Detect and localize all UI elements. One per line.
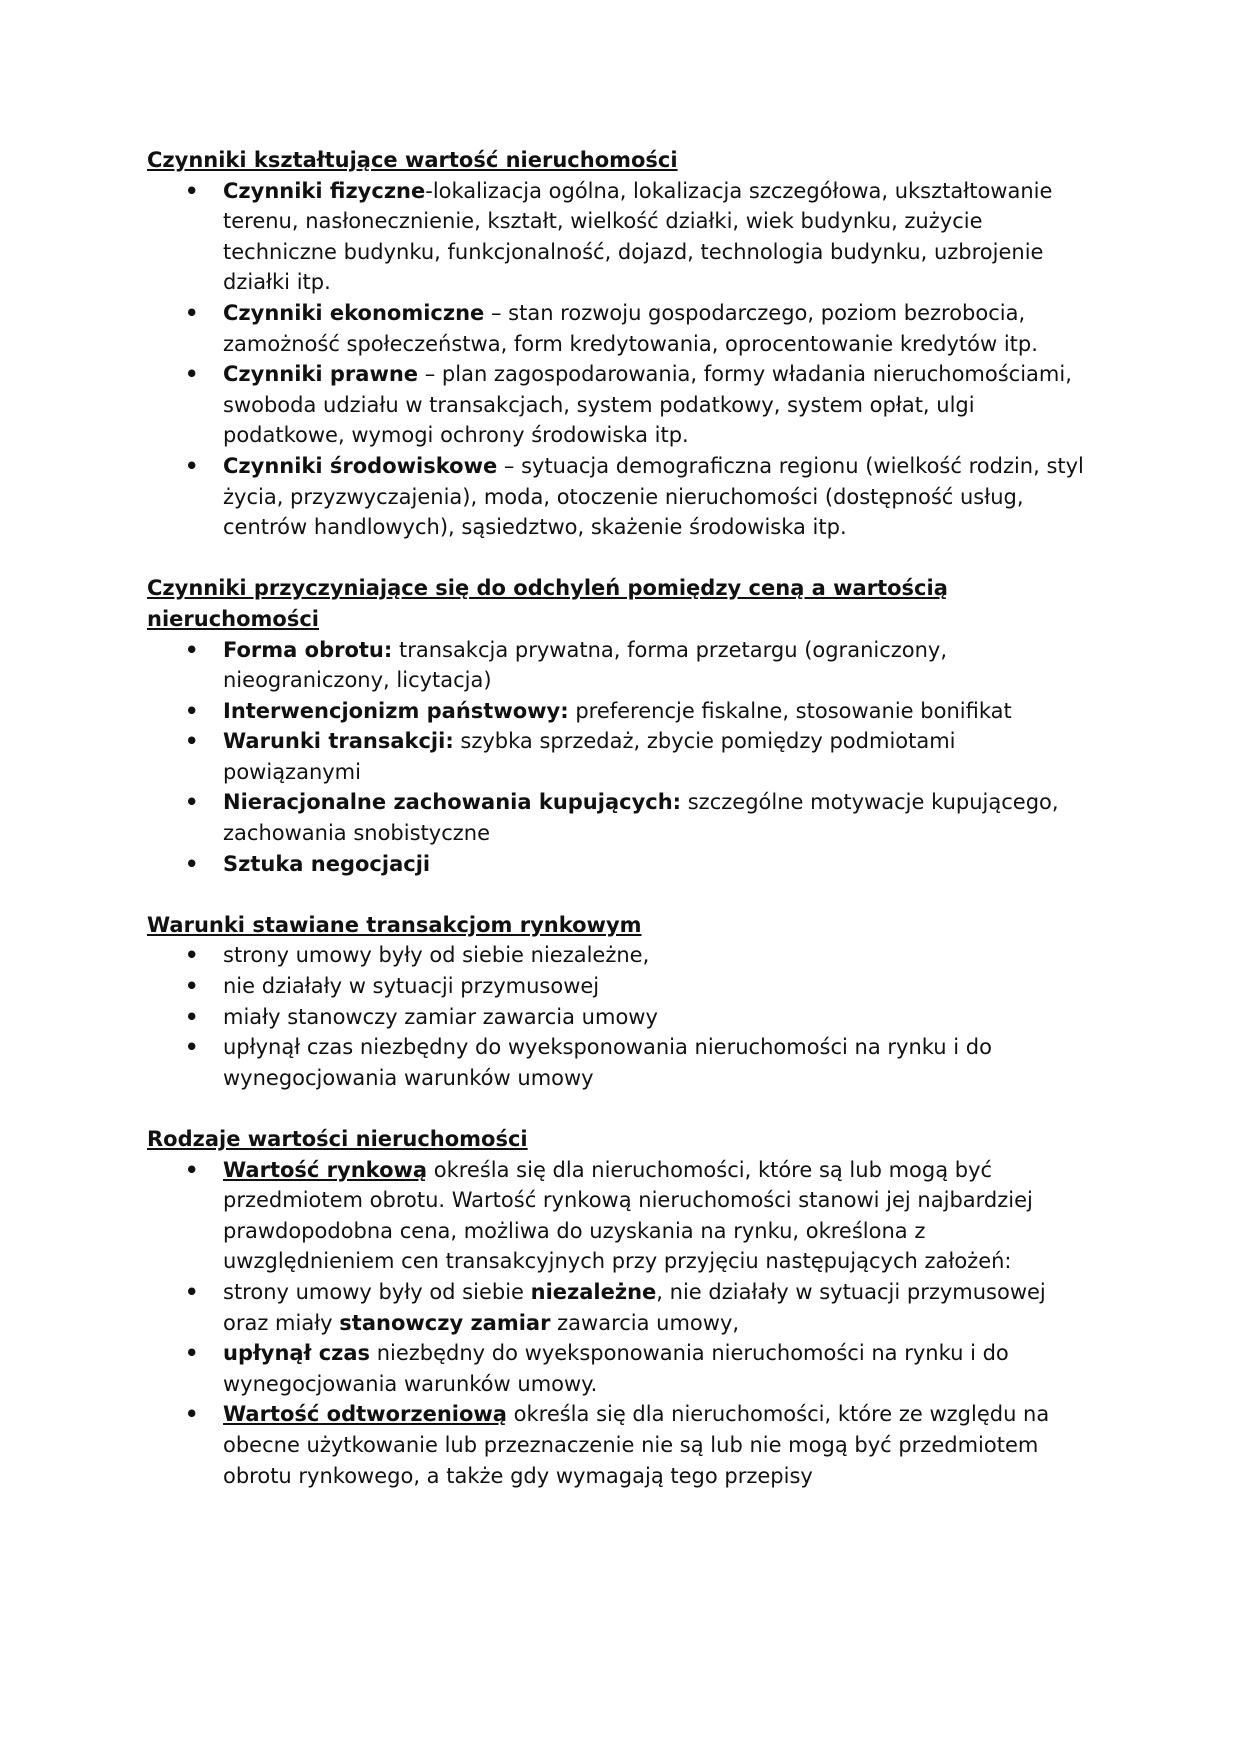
bullet-icon: • [185,943,199,968]
list-item [147,940,1092,971]
bullet-icon: • [185,300,199,325]
section-heading: Czynniki przyczyniające się do odchyleń pomiędzy ceną a wartością nieruchomości [147,576,948,631]
item-text: preferencje fiskalne, stosowanie bonifikat [568,698,1012,723]
bullet-icon: • [185,637,199,662]
list-item [147,1155,1092,1277]
item-text: -lokalizacja ogólna, lokalizacja szczegółowa, ukształtowanie terenu, nasłonecznienie, kształt, wielkość działki, wiek budynku, zużycie techniczne budynku, funkcjonalność, dojazd, technologia budynku, uzbrojenie działki itp. [223,178,1053,295]
item-text: , nie działały w sytuacji przymusowej oraz miały [223,1279,1046,1335]
list-item [147,1032,1092,1093]
document-section [147,910,1092,1094]
bold-term: Wartość rynkową [223,1157,428,1182]
item-text: strony umowy były od siebie [223,1279,531,1304]
document-page [147,145,1092,1522]
bullet-icon: • [185,974,199,999]
item-text: określa się dla nieruchomości, które są lub mogą być przedmiotem obrotu. Wartość rynkową nieruchomości stanowi jej najbardziej prawdopodobna cena, możliwa do uzyskania na rynku, określona z uwzględnieniem cen transakcyjnych przy przyjęciu następujących założeń: [223,1157,1033,1274]
item-text: zawarcia umowy, [550,1310,740,1335]
list-item [147,298,1092,359]
list-item [147,1277,1092,1338]
bullet-icon: • [185,362,199,387]
bold-term: niezależne [530,1279,657,1304]
list-item [147,359,1092,451]
bold-term: Czynniki prawne [223,362,419,387]
item-text: strony umowy były od siebie niezależne, [223,943,650,968]
list-item [147,1399,1092,1491]
list-item [147,787,1092,848]
bullet-icon: • [185,1157,199,1182]
item-text: upłynął czas niezbędny do wyeksponowania nieruchomości na rynku i do wynegocjowania warunków umowy [223,1035,992,1090]
bold-term: Czynniki środowiskowe [223,453,498,478]
item-text: miały stanowczy zamiar zawarcia umowy [223,1004,658,1029]
bullet-icon: • [185,698,199,723]
bold-term: Sztuka negocjacji [223,851,431,876]
bold-term: stanowczy zamiar [339,1310,551,1335]
bullet-list [147,1155,1092,1492]
list-item [147,971,1092,1002]
bold-term: Czynniki ekonomiczne [223,300,485,325]
item-text: – stan rozwoju gospodarczego, poziom bezrobocia, zamożność społeczeństwa, form kredytowania, oprocentowanie kredytów itp. [223,300,1038,356]
section-heading: Czynniki kształtujące wartość nieruchomości [147,148,678,172]
bullet-icon: • [185,1035,199,1060]
bullet-icon: • [185,790,199,815]
bold-term: Wartość odtworzeniową [223,1402,507,1427]
bullet-icon: • [185,729,199,754]
list-item [147,176,1092,298]
bullet-icon: • [185,178,199,203]
bold-term: Warunki transakcji: [223,729,454,754]
item-text: – plan zagospodarowania, formy władania nieruchomościami, swoboda udziału w transakcjach, system podatkowy, system opłat, ulgi podatkowe, wymogi ochrony środowiska itp. [223,362,1072,448]
bullet-icon: • [185,1341,199,1366]
bold-term: Interwencjonizm państwowy: [223,698,569,723]
list-item [147,726,1092,787]
item-text: nie działały w sytuacji przymusowej [223,974,600,999]
item-text: niezbędny do wyeksponowania nieruchomości na rynku i do wynegocjowania warunków umowy. [223,1341,1009,1396]
bold-term: Czynniki fizyczne [223,178,426,203]
list-item [147,696,1092,727]
item-text: szczególne motywacje kupującego, zachowania snobistyczne [223,790,1059,846]
item-text: transakcja prywatna, forma przetargu (ograniczony, nieograniczony, licytacja) [223,637,948,693]
bullet-icon: • [185,1279,199,1304]
document-section [147,145,1092,543]
list-item [147,451,1092,543]
bullet-icon: • [185,1402,199,1427]
section-heading: Rodzaje wartości nieruchomości [147,1127,528,1151]
bullet-list [147,635,1092,880]
bold-term: Nieracjonalne zachowania kupujących: [223,790,682,815]
bold-term: Forma obrotu: [223,637,393,662]
item-text: – sytuacja demograficzna regionu (wielkość rodzin, styl życia, przyzwyczajenia), moda, otoczenie nieruchomości (dostępność usług, centrów handlowych), sąsiedztwo, skażenie środowiska itp. [223,453,1084,540]
item-text: określa się dla nieruchomości, które ze względu na obecne użytkowanie lub przeznaczenie nie są lub nie mogą być przedmiotem obrotu rynkowego, a także gdy wymagają tego przepisy [223,1402,1050,1488]
bullet-icon: • [185,1004,199,1029]
document-section [147,573,1092,879]
document-section [147,1124,1092,1491]
item-text: szybka sprzedaż, zbycie pomiędzy podmiotami powiązanymi [223,729,956,784]
bullet-list [147,176,1092,543]
list-item [147,1002,1092,1033]
list-item [147,1338,1092,1399]
section-heading: Warunki stawiane transakcjom rynkowym [147,912,642,937]
list-item [147,635,1092,696]
bullet-icon: • [185,453,199,478]
bold-term: upłynął czas [223,1341,371,1366]
bullet-icon: • [185,851,199,876]
list-item [147,849,1092,880]
bullet-list [147,940,1092,1093]
